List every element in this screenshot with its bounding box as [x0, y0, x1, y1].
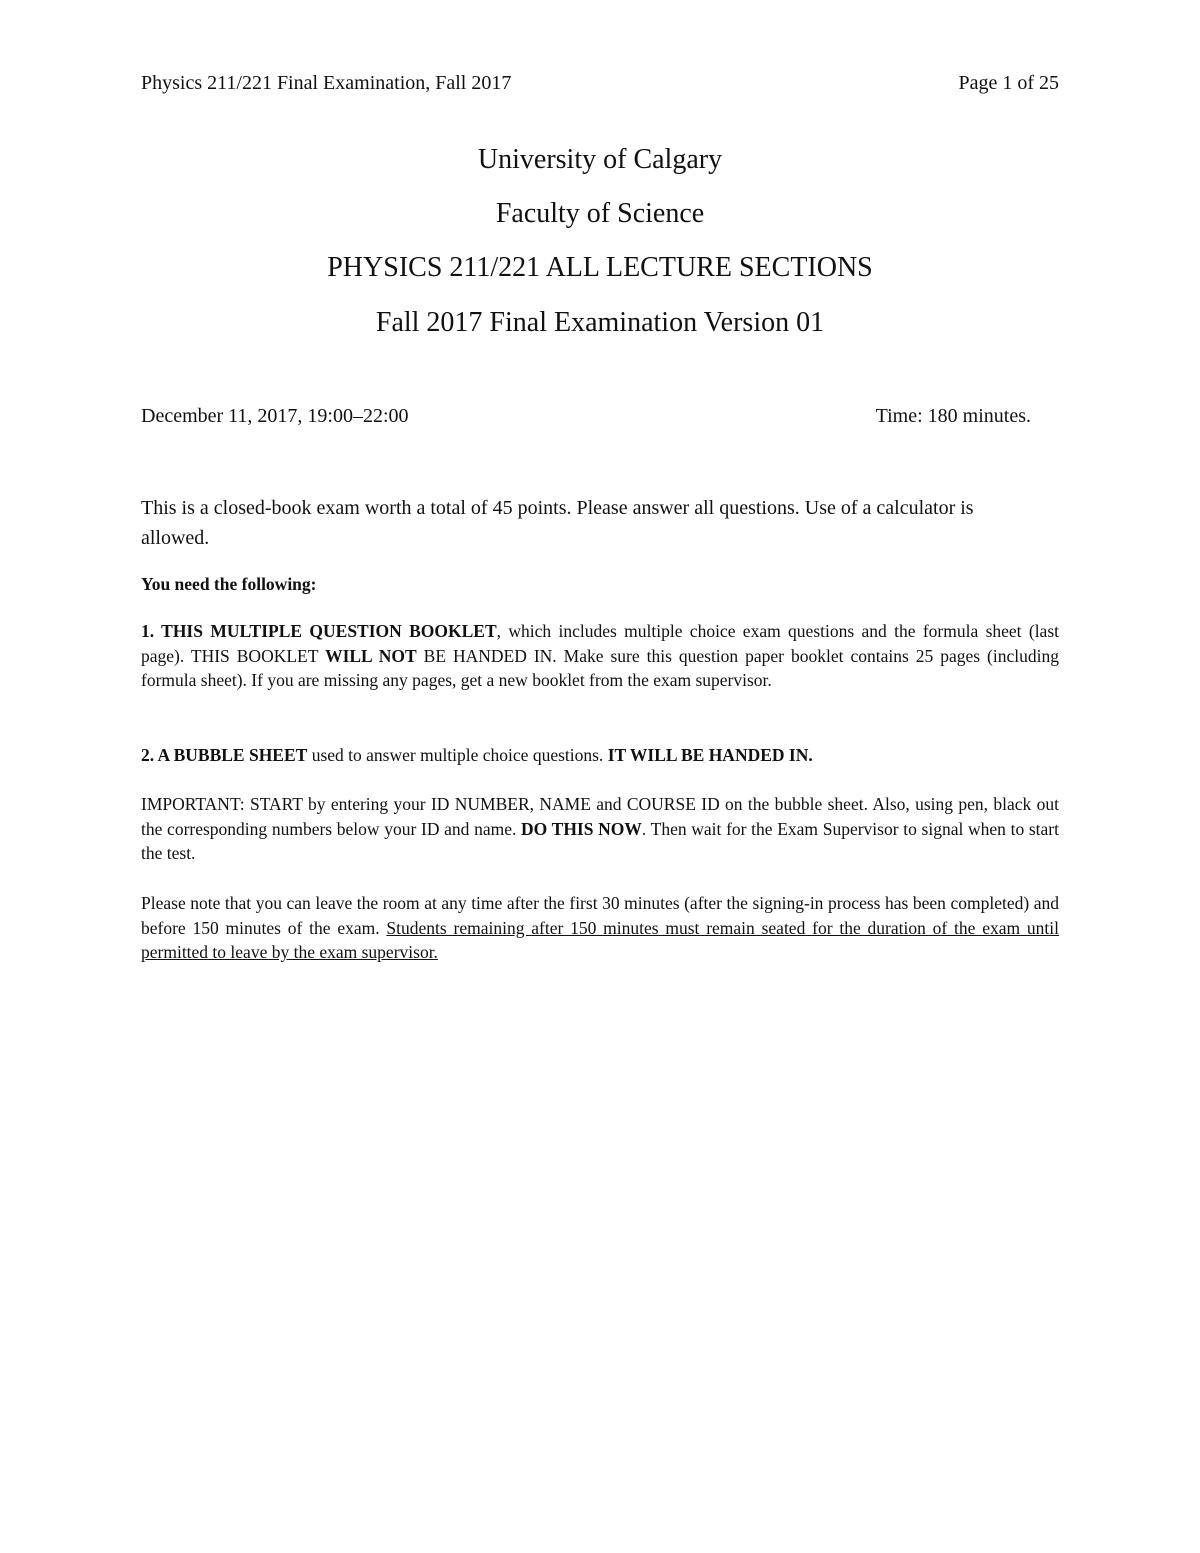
page-header — [141, 72, 1059, 95]
booklet-text-a: , which includes multiple choice exam questions and the formula sheet (last page). THIS BOOKLET — [141, 621, 1059, 666]
faculty-title: Faculty of Science — [495, 198, 705, 229]
leave-room-note — [141, 891, 1059, 965]
course-title: PHYSICS 211/221 ALL LECTURE SECTIONS — [327, 252, 873, 283]
requirements-heading: You need the following: — [141, 574, 317, 594]
important-text-c: . Then wait for the Exam Supervisor to signal when to start the test. — [141, 818, 1059, 864]
do-this-now: DO THIS NOW — [521, 818, 642, 839]
note-text-a: Please note that you can leave the room at any time after the first 30 minutes (after the signing-in process has been completed) and before 150 minutes of the exam. — [141, 893, 1059, 938]
exam-date: December 11, 2017, 19:00–22:00 — [141, 405, 409, 427]
note-underlined: Students remaining after 150 minutes must remain seated for the duration of the exam until permitted to leave by the exam supervisor. — [141, 917, 1059, 963]
header-course-title: Physics 211/221 Final Examination, Fall 2017 — [141, 72, 512, 94]
exam-duration: Time: 180 minutes. — [875, 405, 1031, 427]
requirement-item-bubble-sheet — [141, 743, 1059, 768]
header-page-number: Page 1 of 25 — [958, 72, 1059, 94]
schedule-row — [141, 405, 1031, 428]
requirement-item-booklet — [141, 619, 1059, 693]
bubble-handed-in: IT WILL BE HANDED IN. — [607, 745, 813, 765]
booklet-lead: 1. THIS MULTIPLE QUESTION BOOKLET — [141, 621, 497, 641]
bubble-lead: 2. A BUBBLE SHEET — [141, 745, 308, 765]
intro-paragraph: This is a closed-book exam worth a total of 45 points. Please answer all questions. Use of a calculator is allowed. — [141, 497, 974, 549]
exam-title: Fall 2017 Final Examination Version 01 — [375, 307, 825, 338]
booklet-will-not: WILL NOT — [325, 645, 417, 666]
bubble-text-a: used to answer multiple choice questions. — [307, 745, 608, 765]
important-paragraph — [141, 792, 1059, 866]
booklet-text-c: BE HANDED IN. Make sure this question paper booklet contains 25 pages (including formula sheet). If you are missing any pages, get a new booklet from the exam supervisor. — [141, 645, 1059, 691]
important-text-a: IMPORTANT: START by entering your ID NUMBER, NAME and COURSE ID on the bubble sheet. Also, using pen, black out the corresponding numbers below your ID and name. — [141, 794, 1059, 839]
university-title: University of Calgary — [477, 144, 723, 175]
